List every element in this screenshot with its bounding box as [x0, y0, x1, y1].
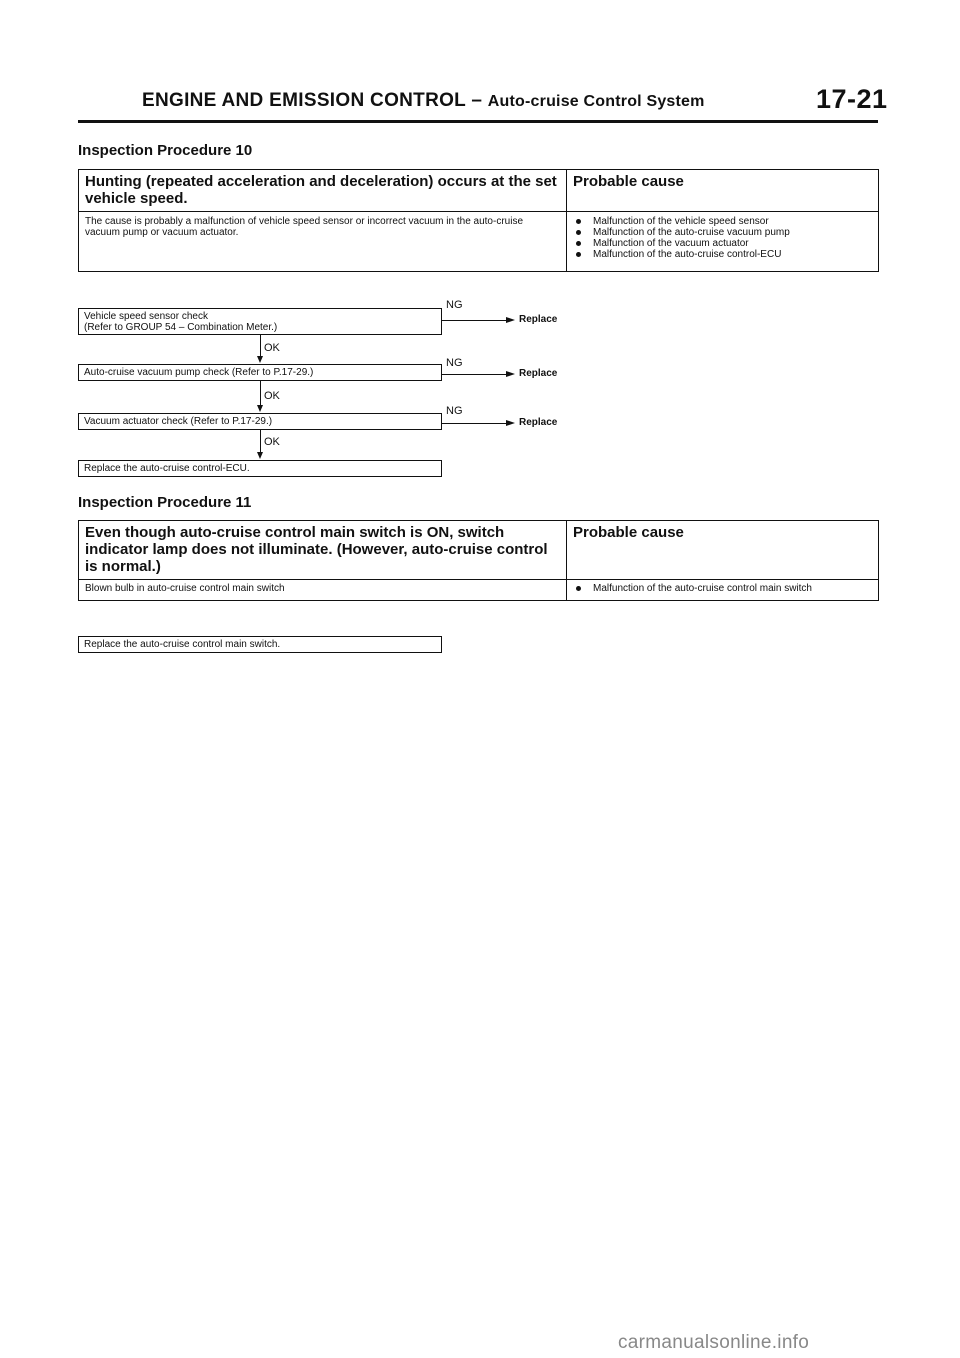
ng-connector — [442, 320, 507, 321]
procedure-11-description: Blown bulb in auto-cruise control main switch — [79, 580, 567, 601]
ok-label: OK — [264, 436, 280, 448]
flow-final-action: Replace the auto-cruise control-ECU. — [78, 460, 442, 477]
flow-step-speed-sensor-check — [78, 308, 442, 335]
arrow-right-icon — [506, 317, 515, 323]
ok-connector — [260, 430, 261, 452]
ng-label: NG — [446, 405, 463, 417]
flow-step-vacuum-actuator-check: Vacuum actuator check (Refer to P.17-29.) — [78, 413, 442, 430]
cause-item: Malfunction of the vehicle speed sensor — [573, 216, 872, 227]
arrow-right-icon — [506, 420, 515, 426]
ng-label: NG — [446, 357, 463, 369]
replace-label: Replace — [519, 314, 558, 325]
flow-step-1-line-1: Vehicle speed sensor check — [84, 311, 208, 322]
procedure-11-symptom: Even though auto-cruise control main switch is ON, switch indicator lamp does not illuminate. (However, auto-cruise control is normal.) — [79, 521, 567, 580]
flow-step-vacuum-pump-check: Auto-cruise vacuum pump check (Refer to P.17-29.) — [78, 364, 442, 381]
arrow-down-icon — [257, 356, 263, 363]
procedure-10-title: Inspection Procedure 10 — [78, 142, 253, 159]
ng-connector — [442, 423, 507, 424]
ok-label: OK — [264, 342, 280, 354]
procedure-10-symptom: Hunting (repeated acceleration and deceleration) occurs at the set vehicle speed. — [79, 170, 567, 212]
procedure-10-causes — [567, 212, 879, 272]
procedure-11-cause-heading: Probable cause — [567, 521, 879, 580]
ok-connector — [260, 335, 261, 356]
arrow-down-icon — [257, 452, 263, 459]
arrow-right-icon — [506, 371, 515, 377]
replace-label: Replace — [519, 368, 558, 379]
cause-item: Malfunction of the auto-cruise control-ECU — [573, 249, 872, 260]
cause-item: Malfunction of the auto-cruise control main switch — [573, 583, 872, 594]
procedure-11-table — [78, 520, 879, 601]
ng-connector — [442, 374, 507, 375]
page-number: 17-21 — [816, 84, 888, 114]
replace-label: Replace — [519, 417, 558, 428]
arrow-down-icon — [257, 405, 263, 412]
ng-label: NG — [446, 299, 463, 311]
watermark: carmanualsonline.info — [618, 1332, 810, 1353]
flow-step-1-line-2: (Refer to GROUP 54 – Combination Meter.) — [84, 322, 278, 333]
page-header — [142, 90, 705, 112]
header-dash: – — [471, 90, 483, 111]
procedure-11-action: Replace the auto-cruise control main switch. — [78, 636, 442, 653]
procedure-10-cause-heading: Probable cause — [567, 170, 879, 212]
procedure-10-table — [78, 169, 879, 272]
procedure-11-title: Inspection Procedure 11 — [78, 494, 252, 511]
ok-label: OK — [264, 390, 280, 402]
cause-item: Malfunction of the vacuum actuator — [573, 238, 872, 249]
header-subtitle: Auto-cruise Control System — [487, 93, 705, 110]
ok-connector — [260, 381, 261, 405]
procedure-10-description: The cause is probably a malfunction of vehicle speed sensor or incorrect vacuum in the auto-cruise vacuum pump or vacuum actuator. — [79, 212, 567, 272]
header-title: ENGINE AND EMISSION CONTROL — [142, 90, 466, 111]
header-rule — [78, 120, 878, 123]
cause-item: Malfunction of the auto-cruise vacuum pump — [573, 227, 872, 238]
procedure-11-causes — [567, 580, 879, 601]
